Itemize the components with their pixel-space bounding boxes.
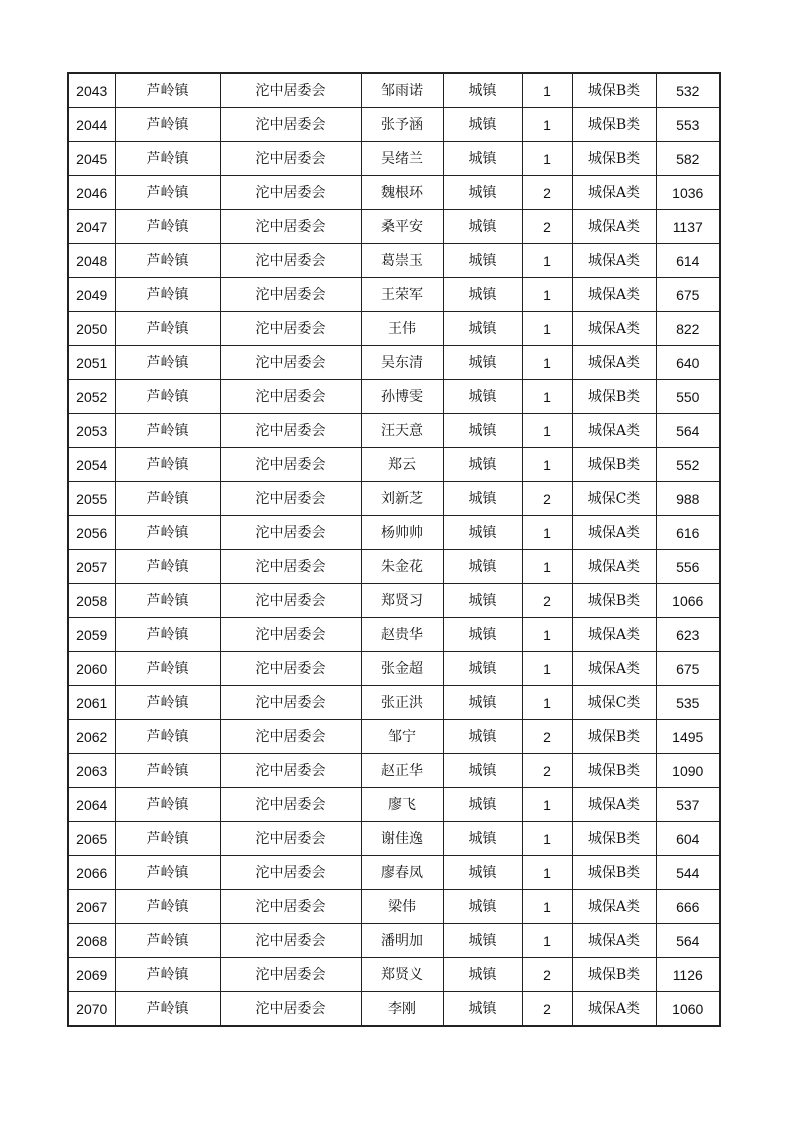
cell-amount: 553 — [656, 108, 720, 142]
cell-category: 城保A类 — [572, 550, 656, 584]
table-row — [68, 380, 720, 414]
cell-category: 城保C类 — [572, 686, 656, 720]
cell-name: 孙博雯 — [361, 380, 443, 414]
cell-household-type: 城镇 — [443, 278, 522, 312]
table-row — [68, 618, 720, 652]
cell-amount: 666 — [656, 890, 720, 924]
table-row — [68, 414, 720, 448]
cell-town: 芦岭镇 — [115, 924, 220, 958]
cell-town: 芦岭镇 — [115, 822, 220, 856]
cell-household-size: 2 — [522, 720, 572, 754]
cell-category: 城保B类 — [572, 754, 656, 788]
cell-serial-no: 2049 — [68, 278, 115, 312]
cell-amount: 564 — [656, 414, 720, 448]
cell-town: 芦岭镇 — [115, 788, 220, 822]
cell-town: 芦岭镇 — [115, 346, 220, 380]
table-row — [68, 346, 720, 380]
cell-category: 城保A类 — [572, 346, 656, 380]
cell-serial-no: 2068 — [68, 924, 115, 958]
cell-serial-no: 2069 — [68, 958, 115, 992]
cell-community: 沱中居委会 — [220, 822, 361, 856]
cell-name: 廖飞 — [361, 788, 443, 822]
cell-serial-no: 2043 — [68, 73, 115, 108]
cell-category: 城保B类 — [572, 720, 656, 754]
cell-category: 城保A类 — [572, 312, 656, 346]
cell-town: 芦岭镇 — [115, 482, 220, 516]
cell-category: 城保B类 — [572, 958, 656, 992]
cell-serial-no: 2051 — [68, 346, 115, 380]
cell-household-type: 城镇 — [443, 108, 522, 142]
cell-household-type: 城镇 — [443, 73, 522, 108]
cell-serial-no: 2059 — [68, 618, 115, 652]
cell-serial-no: 2062 — [68, 720, 115, 754]
cell-name: 谢佳逸 — [361, 822, 443, 856]
cell-household-size: 1 — [522, 822, 572, 856]
cell-community: 沱中居委会 — [220, 108, 361, 142]
cell-amount: 582 — [656, 142, 720, 176]
cell-household-size: 1 — [522, 380, 572, 414]
cell-name: 赵贵华 — [361, 618, 443, 652]
cell-serial-no: 2057 — [68, 550, 115, 584]
cell-category: 城保A类 — [572, 618, 656, 652]
cell-town: 芦岭镇 — [115, 108, 220, 142]
table-row — [68, 754, 720, 788]
cell-household-type: 城镇 — [443, 754, 522, 788]
cell-community: 沱中居委会 — [220, 890, 361, 924]
cell-category: 城保B类 — [572, 584, 656, 618]
cell-household-type: 城镇 — [443, 482, 522, 516]
cell-town: 芦岭镇 — [115, 992, 220, 1027]
cell-serial-no: 2047 — [68, 210, 115, 244]
cell-town: 芦岭镇 — [115, 754, 220, 788]
cell-town: 芦岭镇 — [115, 73, 220, 108]
cell-household-type: 城镇 — [443, 788, 522, 822]
cell-name: 朱金花 — [361, 550, 443, 584]
cell-household-size: 2 — [522, 992, 572, 1027]
cell-household-type: 城镇 — [443, 822, 522, 856]
cell-name: 郑云 — [361, 448, 443, 482]
cell-amount: 1126 — [656, 958, 720, 992]
cell-category: 城保A类 — [572, 176, 656, 210]
cell-amount: 640 — [656, 346, 720, 380]
cell-amount: 1066 — [656, 584, 720, 618]
cell-town: 芦岭镇 — [115, 414, 220, 448]
cell-town: 芦岭镇 — [115, 720, 220, 754]
cell-serial-no: 2060 — [68, 652, 115, 686]
cell-category: 城保A类 — [572, 210, 656, 244]
cell-household-type: 城镇 — [443, 652, 522, 686]
cell-household-size: 1 — [522, 142, 572, 176]
cell-serial-no: 2066 — [68, 856, 115, 890]
cell-name: 邹宁 — [361, 720, 443, 754]
cell-community: 沱中居委会 — [220, 448, 361, 482]
cell-serial-no: 2048 — [68, 244, 115, 278]
cell-amount: 623 — [656, 618, 720, 652]
cell-household-size: 1 — [522, 73, 572, 108]
cell-town: 芦岭镇 — [115, 210, 220, 244]
cell-town: 芦岭镇 — [115, 142, 220, 176]
cell-category: 城保A类 — [572, 890, 656, 924]
cell-category: 城保B类 — [572, 142, 656, 176]
cell-category: 城保B类 — [572, 448, 656, 482]
table-row — [68, 108, 720, 142]
table-body — [68, 73, 720, 1026]
cell-community: 沱中居委会 — [220, 788, 361, 822]
cell-community: 沱中居委会 — [220, 720, 361, 754]
cell-household-size: 2 — [522, 210, 572, 244]
cell-category: 城保A类 — [572, 414, 656, 448]
cell-household-type: 城镇 — [443, 890, 522, 924]
cell-community: 沱中居委会 — [220, 618, 361, 652]
cell-name: 桑平安 — [361, 210, 443, 244]
cell-amount: 1060 — [656, 992, 720, 1027]
cell-name: 王荣军 — [361, 278, 443, 312]
cell-category: 城保A类 — [572, 924, 656, 958]
cell-serial-no: 2056 — [68, 516, 115, 550]
cell-community: 沱中居委会 — [220, 312, 361, 346]
cell-category: 城保B类 — [572, 856, 656, 890]
cell-serial-no: 2052 — [68, 380, 115, 414]
cell-name: 李刚 — [361, 992, 443, 1027]
cell-community: 沱中居委会 — [220, 686, 361, 720]
cell-category: 城保A类 — [572, 278, 656, 312]
cell-town: 芦岭镇 — [115, 516, 220, 550]
cell-household-type: 城镇 — [443, 992, 522, 1027]
cell-community: 沱中居委会 — [220, 414, 361, 448]
cell-community: 沱中居委会 — [220, 516, 361, 550]
table-row — [68, 142, 720, 176]
cell-town: 芦岭镇 — [115, 584, 220, 618]
cell-amount: 988 — [656, 482, 720, 516]
table-row — [68, 73, 720, 108]
cell-town: 芦岭镇 — [115, 890, 220, 924]
cell-serial-no: 2063 — [68, 754, 115, 788]
cell-serial-no: 2054 — [68, 448, 115, 482]
cell-household-type: 城镇 — [443, 142, 522, 176]
cell-amount: 535 — [656, 686, 720, 720]
cell-amount: 1036 — [656, 176, 720, 210]
cell-household-size: 1 — [522, 652, 572, 686]
cell-serial-no: 2064 — [68, 788, 115, 822]
cell-name: 邹雨诺 — [361, 73, 443, 108]
cell-name: 郑贤义 — [361, 958, 443, 992]
cell-community: 沱中居委会 — [220, 244, 361, 278]
cell-amount: 1495 — [656, 720, 720, 754]
cell-community: 沱中居委会 — [220, 482, 361, 516]
cell-serial-no: 2046 — [68, 176, 115, 210]
table-row — [68, 856, 720, 890]
cell-amount: 675 — [656, 278, 720, 312]
cell-household-type: 城镇 — [443, 244, 522, 278]
cell-serial-no: 2070 — [68, 992, 115, 1027]
table-row — [68, 686, 720, 720]
cell-amount: 537 — [656, 788, 720, 822]
cell-community: 沱中居委会 — [220, 584, 361, 618]
cell-category: 城保A类 — [572, 652, 656, 686]
cell-household-size: 1 — [522, 244, 572, 278]
table-row — [68, 176, 720, 210]
cell-name: 魏根环 — [361, 176, 443, 210]
cell-community: 沱中居委会 — [220, 958, 361, 992]
cell-household-size: 2 — [522, 482, 572, 516]
cell-community: 沱中居委会 — [220, 73, 361, 108]
cell-household-type: 城镇 — [443, 414, 522, 448]
cell-name: 廖春凤 — [361, 856, 443, 890]
cell-community: 沱中居委会 — [220, 380, 361, 414]
cell-town: 芦岭镇 — [115, 550, 220, 584]
cell-town: 芦岭镇 — [115, 856, 220, 890]
table-row — [68, 244, 720, 278]
table-row — [68, 992, 720, 1027]
cell-amount: 1090 — [656, 754, 720, 788]
cell-serial-no: 2058 — [68, 584, 115, 618]
cell-household-size: 1 — [522, 414, 572, 448]
cell-household-type: 城镇 — [443, 856, 522, 890]
cell-household-type: 城镇 — [443, 584, 522, 618]
cell-community: 沱中居委会 — [220, 142, 361, 176]
cell-town: 芦岭镇 — [115, 958, 220, 992]
table-row — [68, 788, 720, 822]
cell-household-type: 城镇 — [443, 516, 522, 550]
cell-name: 葛崇玉 — [361, 244, 443, 278]
cell-community: 沱中居委会 — [220, 924, 361, 958]
cell-town: 芦岭镇 — [115, 380, 220, 414]
cell-household-size: 1 — [522, 550, 572, 584]
cell-town: 芦岭镇 — [115, 244, 220, 278]
table-row — [68, 720, 720, 754]
cell-name: 梁伟 — [361, 890, 443, 924]
cell-serial-no: 2055 — [68, 482, 115, 516]
cell-serial-no: 2045 — [68, 142, 115, 176]
cell-community: 沱中居委会 — [220, 346, 361, 380]
cell-category: 城保B类 — [572, 73, 656, 108]
cell-household-type: 城镇 — [443, 312, 522, 346]
cell-household-size: 1 — [522, 312, 572, 346]
cell-amount: 616 — [656, 516, 720, 550]
cell-household-type: 城镇 — [443, 686, 522, 720]
cell-category: 城保B类 — [572, 822, 656, 856]
cell-community: 沱中居委会 — [220, 176, 361, 210]
cell-community: 沱中居委会 — [220, 550, 361, 584]
cell-amount: 614 — [656, 244, 720, 278]
cell-name: 张正洪 — [361, 686, 443, 720]
cell-amount: 556 — [656, 550, 720, 584]
cell-community: 沱中居委会 — [220, 856, 361, 890]
cell-name: 刘新芝 — [361, 482, 443, 516]
cell-name: 郑贤习 — [361, 584, 443, 618]
cell-town: 芦岭镇 — [115, 278, 220, 312]
cell-community: 沱中居委会 — [220, 992, 361, 1027]
cell-category: 城保B类 — [572, 108, 656, 142]
table-row — [68, 890, 720, 924]
cell-household-type: 城镇 — [443, 176, 522, 210]
cell-community: 沱中居委会 — [220, 210, 361, 244]
table-row — [68, 958, 720, 992]
cell-serial-no: 2067 — [68, 890, 115, 924]
cell-category: 城保A类 — [572, 244, 656, 278]
cell-household-size: 1 — [522, 278, 572, 312]
cell-category: 城保A类 — [572, 788, 656, 822]
cell-community: 沱中居委会 — [220, 754, 361, 788]
cell-amount: 532 — [656, 73, 720, 108]
table-row — [68, 312, 720, 346]
cell-category: 城保A类 — [572, 516, 656, 550]
cell-amount: 1137 — [656, 210, 720, 244]
cell-serial-no: 2061 — [68, 686, 115, 720]
table-row — [68, 652, 720, 686]
cell-household-type: 城镇 — [443, 210, 522, 244]
cell-name: 汪天意 — [361, 414, 443, 448]
cell-amount: 564 — [656, 924, 720, 958]
cell-serial-no: 2053 — [68, 414, 115, 448]
cell-category: 城保B类 — [572, 380, 656, 414]
cell-amount: 544 — [656, 856, 720, 890]
cell-name: 吴绪兰 — [361, 142, 443, 176]
cell-name: 张金超 — [361, 652, 443, 686]
cell-household-type: 城镇 — [443, 618, 522, 652]
cell-household-size: 1 — [522, 788, 572, 822]
cell-household-size: 2 — [522, 958, 572, 992]
cell-name: 张予涵 — [361, 108, 443, 142]
cell-household-size: 1 — [522, 686, 572, 720]
cell-household-size: 1 — [522, 924, 572, 958]
cell-amount: 552 — [656, 448, 720, 482]
table-row — [68, 278, 720, 312]
table-row — [68, 210, 720, 244]
cell-amount: 822 — [656, 312, 720, 346]
table-row — [68, 584, 720, 618]
cell-household-size: 1 — [522, 346, 572, 380]
cell-town: 芦岭镇 — [115, 618, 220, 652]
cell-household-size: 1 — [522, 448, 572, 482]
cell-community: 沱中居委会 — [220, 278, 361, 312]
cell-household-size: 2 — [522, 584, 572, 618]
cell-household-type: 城镇 — [443, 720, 522, 754]
cell-household-size: 2 — [522, 176, 572, 210]
cell-household-type: 城镇 — [443, 380, 522, 414]
table-row — [68, 550, 720, 584]
cell-name: 吴东清 — [361, 346, 443, 380]
cell-amount: 675 — [656, 652, 720, 686]
cell-household-size: 2 — [522, 754, 572, 788]
cell-amount: 550 — [656, 380, 720, 414]
cell-town: 芦岭镇 — [115, 176, 220, 210]
table-row — [68, 516, 720, 550]
cell-amount: 604 — [656, 822, 720, 856]
table-row — [68, 448, 720, 482]
table-row — [68, 482, 720, 516]
cell-town: 芦岭镇 — [115, 652, 220, 686]
relief-roster-table — [67, 72, 721, 1027]
cell-name: 潘明加 — [361, 924, 443, 958]
cell-household-size: 1 — [522, 856, 572, 890]
cell-serial-no: 2044 — [68, 108, 115, 142]
cell-category: 城保C类 — [572, 482, 656, 516]
cell-household-type: 城镇 — [443, 346, 522, 380]
cell-household-type: 城镇 — [443, 550, 522, 584]
cell-household-size: 1 — [522, 108, 572, 142]
table-row — [68, 822, 720, 856]
cell-household-type: 城镇 — [443, 958, 522, 992]
cell-name: 王伟 — [361, 312, 443, 346]
cell-category: 城保A类 — [572, 992, 656, 1027]
cell-town: 芦岭镇 — [115, 686, 220, 720]
cell-household-type: 城镇 — [443, 924, 522, 958]
cell-town: 芦岭镇 — [115, 312, 220, 346]
cell-household-size: 1 — [522, 516, 572, 550]
cell-town: 芦岭镇 — [115, 448, 220, 482]
cell-household-size: 1 — [522, 890, 572, 924]
cell-community: 沱中居委会 — [220, 652, 361, 686]
cell-name: 赵正华 — [361, 754, 443, 788]
cell-serial-no: 2050 — [68, 312, 115, 346]
table-row — [68, 924, 720, 958]
cell-household-size: 1 — [522, 618, 572, 652]
cell-serial-no: 2065 — [68, 822, 115, 856]
cell-name: 杨帅帅 — [361, 516, 443, 550]
cell-household-type: 城镇 — [443, 448, 522, 482]
